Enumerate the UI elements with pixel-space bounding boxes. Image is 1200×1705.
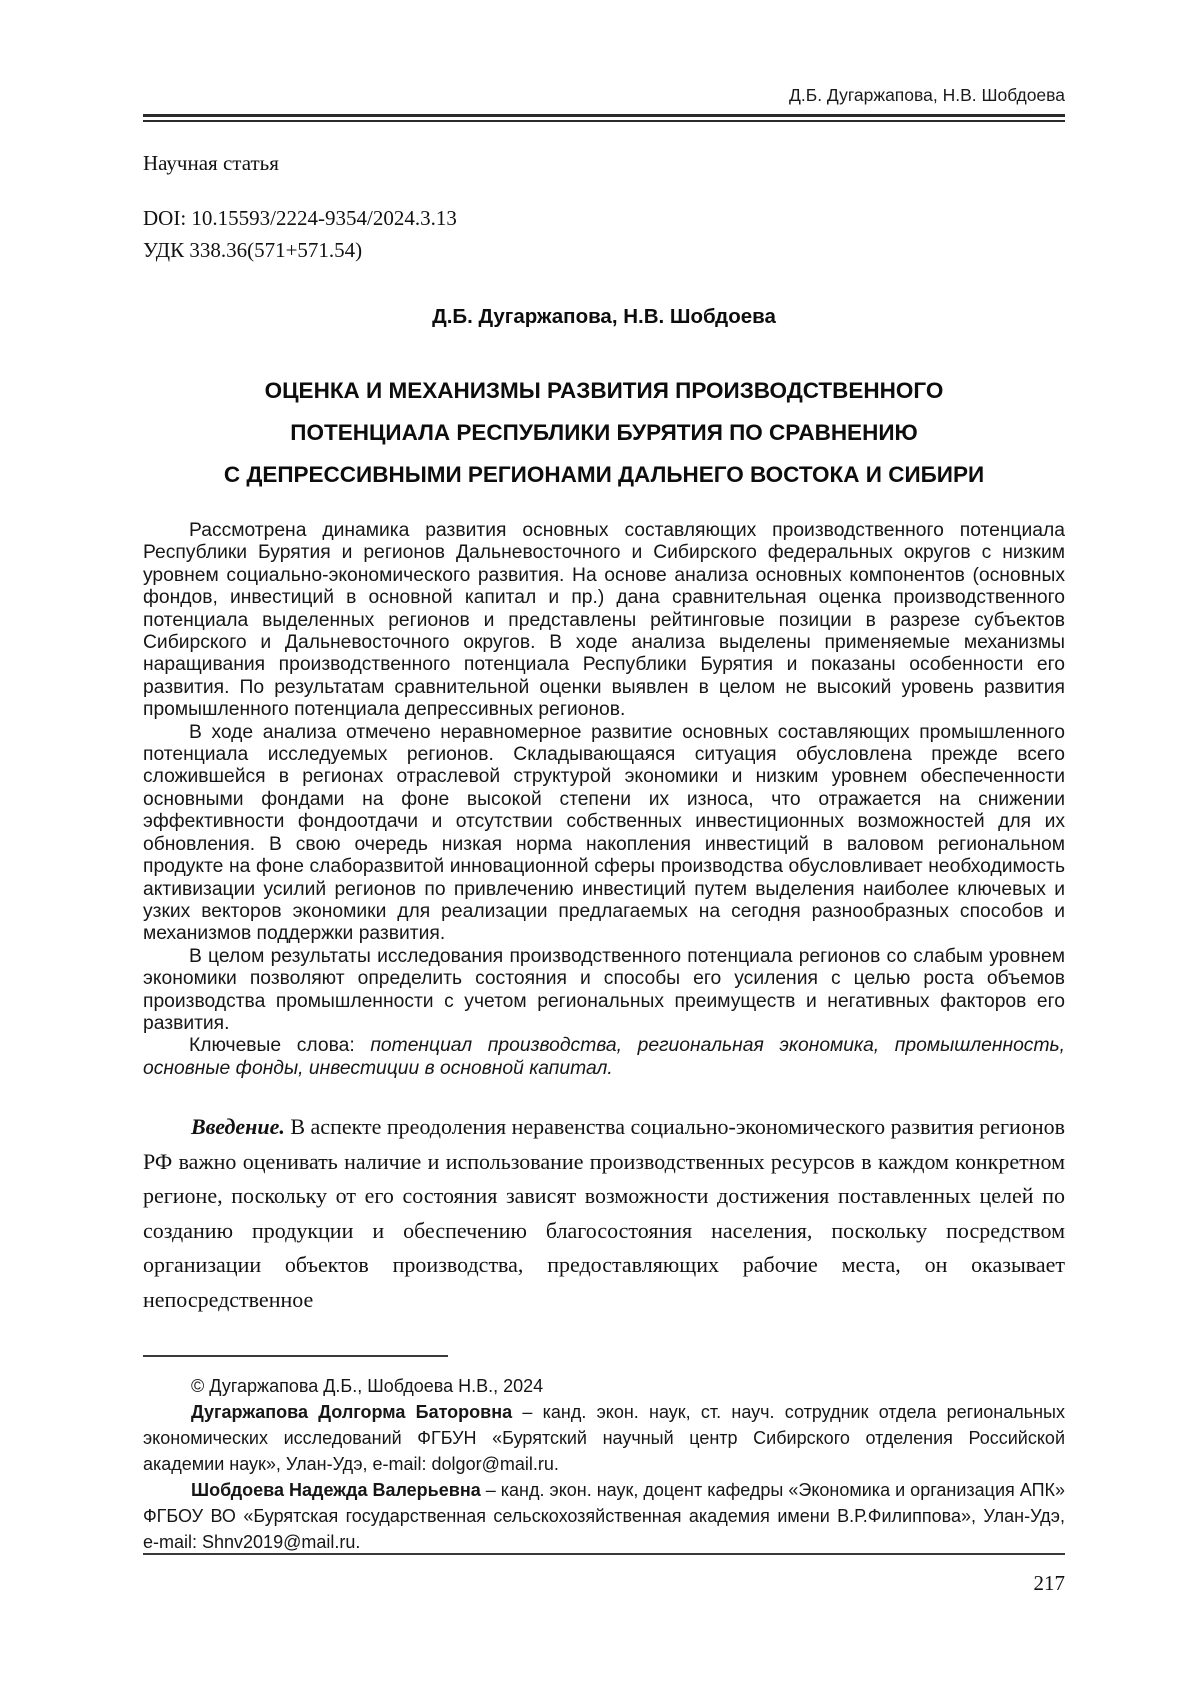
keywords-label: Ключевые слова: [189, 1035, 371, 1057]
footnote-block [143, 1373, 1065, 1555]
introduction-lead: Введение. [191, 1114, 285, 1140]
doi-line: DOI: 10.15593/2224-9354/2024.3.13 [143, 206, 457, 230]
udc-line: УДК 338.36(571+571.54) [143, 238, 363, 262]
authors-line: Д.Б. Дугаржапова, Н.В. Шобдоева [432, 305, 776, 328]
copyright-line: © Дугаржапова Д.Б., Шобдоева Н.В., 2024 [191, 1376, 544, 1397]
main-text [143, 1110, 1065, 1317]
footnote-author-name: Дугаржапова Долгорма Баторовна [191, 1402, 513, 1423]
footer-rule [143, 1553, 1065, 1555]
introduction-paragraph [143, 1110, 1065, 1317]
footnote-author-name: Шобдоева Надежда Валерьевна [191, 1480, 481, 1501]
title-line-1: ОЦЕНКА И МЕХАНИЗМЫ РАЗВИТИЯ ПРОИЗВОДСТВЕННОГО [264, 378, 944, 403]
keywords-list: потенциал производства, региональная экономика, промышленность, основные фонды, инвестиции в основной капитал. [143, 1035, 1065, 1079]
footnote-separator-rule [143, 1355, 448, 1357]
abstract-paragraph-1: Рассмотрена динамика развития основных составляющих производственного потенциала Республики Бурятия и регионов Дальневосточного и Сибирского федеральных округов с низким уровнем социально-экономического развития. На основе анализа основных компонентов (основных фондов, инвестиций в основной капитал и пр.) дана сравнительная оценка производственного потенциала выделенных регионов и представлены рейтинговые позиции в разрезе субъектов Сибирского и Дальневосточного округов. В ходе анализа выделены применяемые механизмы наращивания производственного потенциала Республики Бурятия и показаны особенности его развития. По результатам сравнительной оценки выявлен в целом не высокий уровень развития промышленного потенциала депрессивных регионов. [143, 520, 1065, 721]
footnote-author-affiliation: – канд. экон. наук, ст. науч. сотрудник отдела региональных экономических исследований ФГБУН «Бурятский научный центр Сибирского отделения Российской академии наук», Улан-Удэ, e-mail: dolgor@mail.ru. [143, 1402, 1065, 1475]
introduction-text: В аспекте преодоления неравенства социально-экономического развития регионов РФ важно оценивать наличие и использование производственных ресурсов в каждом конкретном регионе, поскольку от его состояния зависят возможности достижения поставленных целей по созданию продукции и обеспечению благосостояния населения, поскольку посредством организации объектов производства, предоставляющих рабочие места, он оказывает непосредственное [143, 1114, 1065, 1312]
article-meta [143, 202, 1065, 266]
keywords-line [143, 1035, 1065, 1080]
footnote-author-affiliation: – канд. экон. наук, доцент кафедры «Экономика и организация АПК» ФГБОУ ВО «Бурятская государственная сельскохозяйственная академия имени В.Р.Филиппова», Улан-Удэ, e-mail: Shnv2019@mail.ru. [143, 1480, 1066, 1553]
page-number: 217 [1033, 1571, 1065, 1595]
running-head: Д.Б. Дугаржапова, Н.В. Шобдоева [789, 85, 1065, 105]
abstract-paragraph-3: В целом результаты исследования производственного потенциала регионов со слабым уровнем экономики позволяют определить состояния и способы его усиления с целью роста объемов производства промышленности с учетом региональных преимуществ и негативных факторов его развития. [143, 945, 1065, 1034]
header-double-rule [143, 114, 1065, 122]
footnote-author-entry [143, 1477, 1065, 1555]
abstract-paragraph-2: В ходе анализа отмечено неравномерное развитие основных составляющих промышленного потенциала исследуемых регионов. Складывающаяся ситуация обусловлена прежде всего сложившейся в регионах отраслевой структурой экономики и низким уровнем обеспеченности основными фондами на фоне высокой степени их износа, что отражается на снижении эффективности фондоотдачи и отсутствии собственных инвестиционных возможностей для их обновления. В свою очередь низкая норма накопления инвестиций в валовом региональном продукте на фоне слаборазвитой инновационной сферы производства обусловливает необходимость активизации усилий регионов по привлечению инвестиций путем выделения наиболее ключевых и узких векторов экономики для реализации предлагаемых на сегодня разнообразных способов и механизмов поддержки развития. [143, 721, 1065, 945]
footnote-author-entry [143, 1399, 1065, 1477]
abstract-block [143, 520, 1065, 1080]
article-type-label: Научная статья [143, 151, 279, 175]
article-title [143, 370, 1065, 496]
title-line-3: С ДЕПРЕССИВНЫМИ РЕГИОНАМИ ДАЛЬНЕГО ВОСТОКА И СИБИРИ [223, 462, 985, 487]
title-line-2: ПОТЕНЦИАЛА РЕСПУБЛИКИ БУРЯТИЯ ПО СРАВНЕНИЮ [290, 420, 918, 445]
page-footer [143, 1553, 1065, 1595]
